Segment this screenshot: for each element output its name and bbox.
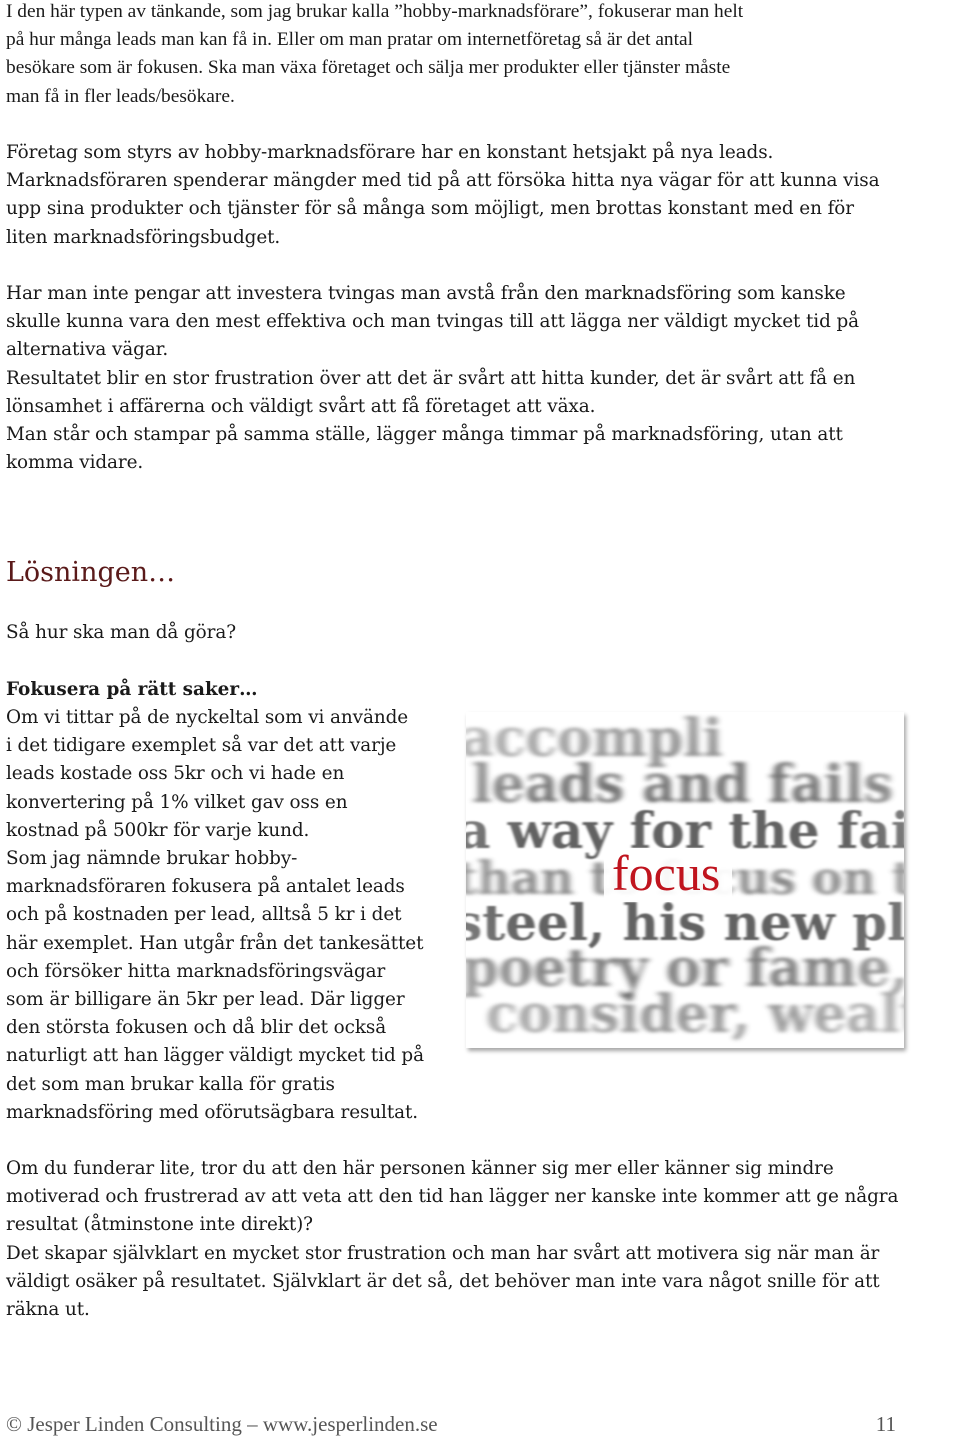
focus-illustration-svg [466, 712, 904, 1048]
text-line: skulle kunna vara den mest effektiva och man tvingas till att lägga ner väldigt mycket tid på [6, 311, 860, 333]
text-line: Företag som styrs av hobby-marknadsförare har en konstant hetsjakt på nya leads. [6, 142, 774, 163]
text-line: och på kostnaden per lead, alltså 5 kr i det [6, 904, 402, 926]
text-line: räkna ut. [6, 1299, 90, 1321]
focus-illustration [466, 712, 904, 1048]
text-line: besökare som är fokusen. Ska man växa företaget och sälja mer produkter eller tjänster måste [6, 57, 731, 79]
text-line: kostnad på 500kr för varje kund. [6, 819, 310, 841]
text-line: som är billigare än 5kr per lead. Där ligger [6, 989, 405, 1011]
text-line: Om vi tittar på de nyckeltal som vi använde [6, 707, 409, 728]
text-line: det som man brukar kalla för gratis [6, 1073, 335, 1095]
text-line: väldigt osäker på resultatet. Självklart är det så, det behöver man inte vara något snille för att [6, 1270, 880, 1292]
text-line: Resultatet blir en stor frustration över att det är svårt att hitta kunder, det är svårt att få en [6, 367, 856, 389]
text-line: motiverad och frustrerad av att veta att den tid han lägger ner kanske inte kommer att ge några [6, 1186, 899, 1208]
text-line: alternativa vägar. [6, 339, 169, 361]
focus-highlight-word: focus [612, 845, 721, 901]
text-line: Om du funderar lite, tror du att den här personen känner sig mer eller känner sig mindre [6, 1158, 834, 1179]
text-line: Som jag nämnde brukar hobby- [6, 848, 298, 870]
text-line: marknadsföraren fokusera på antalet leads [6, 876, 405, 898]
text-line: I den här typen av tänkande, som jag brukar kalla ”hobby-marknadsförare”, fokuserar man helt [6, 1, 744, 22]
text-line: komma vidare. [6, 452, 144, 474]
text-line: liten marknadsföringsbudget. [6, 226, 281, 248]
text-line: i det tidigare exemplet så var det att varje [6, 735, 397, 757]
text-line: Marknadsföraren spenderar mängder med tid på att försöka hitta nya vägar för att kunna visa [6, 170, 880, 192]
text-line: resultat (åtminstone inte direkt)? [6, 1214, 313, 1236]
intro-paragraph [6, 0, 906, 111]
footer-copyright: © Jesper Linden Consulting – www.jesperlinden.se [6, 1412, 438, 1436]
text-line: och försöker hitta marknadsföringsvägar [6, 960, 386, 982]
text-line: lönsamhet i affärerna och väldigt svårt att få företaget att växa. [6, 395, 596, 417]
hobby-paragraph [6, 139, 906, 252]
text-line: den största fokusen och då blir det också [6, 1017, 387, 1039]
text-line: på hur många leads man kan få in. Eller om man pratar om internetföretag så är det antal [6, 29, 694, 51]
text-line: Har man inte pengar att investera tvingas man avstå från den marknadsföring som kanske [6, 283, 846, 304]
page-number: 11 [875, 1412, 896, 1436]
subheading: Fokusera på rätt saker… [6, 679, 258, 700]
focus-paragraph [6, 704, 426, 1127]
text-line: här exemplet. Han utgår från det tankesättet [6, 932, 424, 954]
text-line: upp sina produkter och tjänster för så många som möjligt, men brottas konstant med en för [6, 198, 854, 220]
text-line: naturligt att han lägger väldigt mycket tid på [6, 1045, 424, 1067]
text-line: Man står och stampar på samma ställe, lägger många timmar på marknadsföring, utan att [6, 424, 843, 446]
section-heading: Lösningen… [6, 557, 176, 588]
text-line: Det skapar självklart en mycket stor frustration och man har svårt att motivera sig när man är [6, 1242, 880, 1264]
closing-paragraph [6, 1155, 906, 1324]
text-line: konvertering på 1% vilket gav oss en [6, 791, 348, 813]
money-paragraph [6, 280, 906, 477]
text-line: marknadsföring med oförutsägbara resultat. [6, 1101, 419, 1123]
text-line: man få in fler leads/besökare. [6, 85, 235, 107]
question-line: Så hur ska man då göra? [6, 622, 236, 643]
text-line: leads kostade oss 5kr och vi hade en [6, 763, 345, 785]
